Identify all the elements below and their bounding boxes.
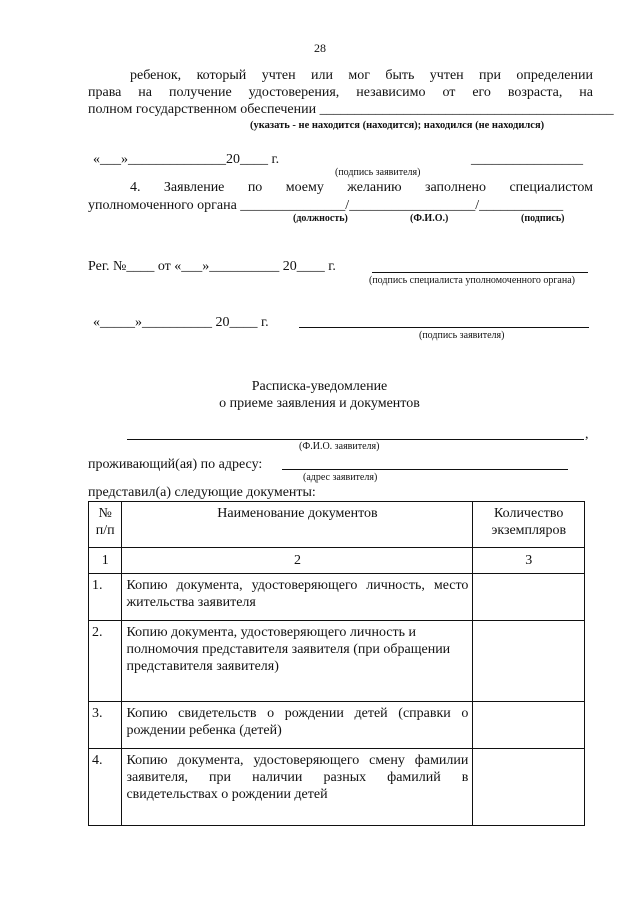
- table-row: 4. Копию документа, удостоверяющего смену фамилии заявителя, при наличии разных фамилий в свидетельствах о рождении детей: [89, 749, 585, 826]
- documents-table: [88, 501, 585, 826]
- signature2-date: «_____»__________ 20____ г.: [93, 315, 269, 330]
- presented-documents-label: представил(а) следующие документы:: [88, 485, 316, 500]
- header-name: Наименование документов: [122, 502, 473, 548]
- address-line: [282, 469, 568, 470]
- table-header-row: [89, 502, 585, 548]
- item4-line2: уполномоченного органа _______________/__________________/____________: [88, 198, 564, 213]
- table-row: 3. Копию свидетельств о рождении детей (справки о рождении ребенка (детей): [89, 702, 585, 749]
- applicant-fio-line: [127, 439, 584, 440]
- registration-line: Рег. №____ от «___»__________ 20____ г.: [88, 259, 336, 274]
- signature2-line: [299, 327, 589, 328]
- table-index-row: 1 2 3: [89, 548, 585, 574]
- page-number: 28: [314, 41, 326, 55]
- applicant-fio-comma: ,: [585, 427, 589, 442]
- paragraph1-line2: права на получение удостоверения, независимо от его возраста, на: [88, 85, 593, 100]
- signature-caption: (подпись): [521, 213, 565, 224]
- position-caption: (должность): [293, 213, 348, 224]
- state-support-blank: __________________________________________: [319, 102, 614, 117]
- item4-line1: 4. Заявление по моему желанию заполнено специалистом: [130, 180, 593, 195]
- state-support-note: (указать - не находится (находится); находился (не находился): [250, 120, 545, 131]
- receipt-subtitle: о приеме заявления и документов: [219, 396, 420, 411]
- table-row: 1. Копию документа, удостоверяющего личность, место жительства заявителя: [89, 574, 585, 621]
- address-caption: (адрес заявителя): [303, 472, 378, 483]
- header-count: Количество экземпляров: [473, 502, 585, 548]
- signature1-blank: ________________: [471, 152, 583, 167]
- specialist-signature-line: [372, 272, 588, 273]
- state-support-label: полном государственном обеспечении: [88, 102, 317, 117]
- fio-caption: (Ф.И.О.): [410, 213, 449, 224]
- signature1-caption: (подпись заявителя): [335, 167, 421, 178]
- header-num: № п/п: [89, 502, 122, 548]
- specialist-signature-caption: (подпись специалиста уполномоченного органа): [369, 275, 575, 286]
- paragraph1-line1: ребенок, который учтен или мог быть учтен при определении: [130, 68, 593, 83]
- signature2-caption: (подпись заявителя): [419, 330, 505, 341]
- address-label: проживающий(ая) по адресу:: [88, 457, 263, 472]
- applicant-fio-caption: (Ф.И.О. заявителя): [299, 441, 380, 452]
- receipt-title: Расписка-уведомление: [251, 379, 388, 394]
- table-row: 2. Копию документа, удостоверяющего личность и полномочия представителя заявителя (при обращении представителя заявителя): [89, 621, 585, 702]
- signature1-date: «___»______________20____ г.: [93, 152, 280, 167]
- paragraph1-line3: [88, 101, 614, 118]
